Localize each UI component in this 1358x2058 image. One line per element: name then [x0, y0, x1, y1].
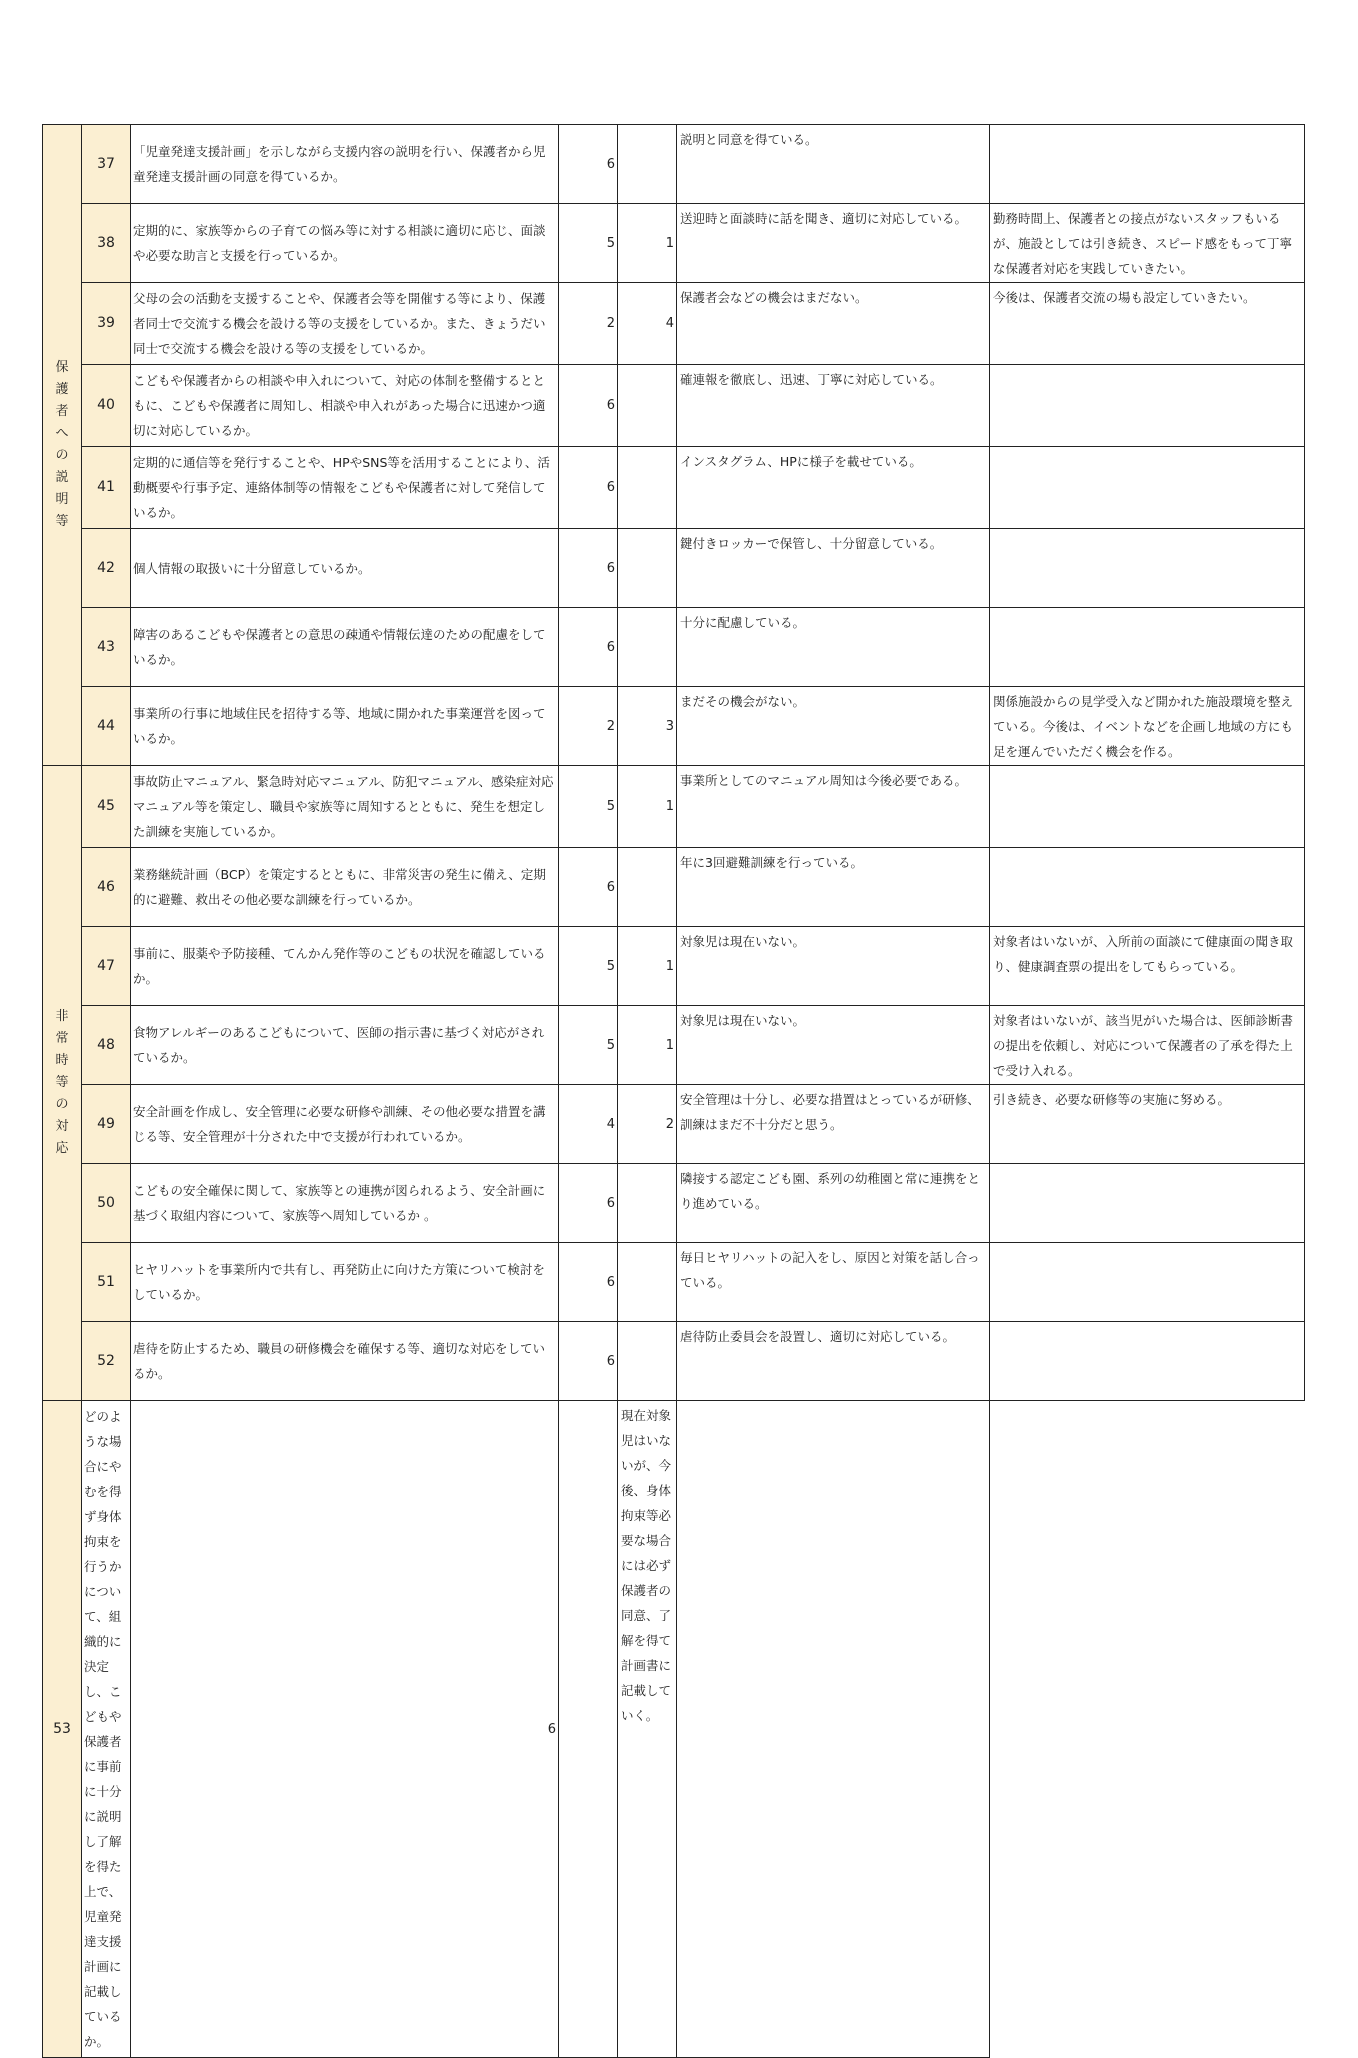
- status-comment: 隣接する認定こども園、系列の幼稚園と常に連携をとり進めている。: [677, 1164, 990, 1243]
- no-count: [618, 1243, 677, 1322]
- question-text: 安全計画を作成し、安全管理に必要な研修や訓練、その他必要な措置を講じる等、安全管理が十分された中で支援が行われているか。: [131, 1085, 559, 1164]
- question-text: ヒヤリハットを事業所内で共有し、再発防止に向けた方策について検討をしているか。: [131, 1243, 559, 1322]
- yes-count: 2: [559, 283, 618, 365]
- status-comment: まだその機会がない。: [677, 687, 990, 766]
- category-char: 保: [55, 360, 69, 375]
- yes-count: 6: [559, 125, 618, 204]
- item-number: 48: [82, 1006, 131, 1085]
- category-cell: [43, 125, 82, 766]
- table-row: [43, 766, 1305, 848]
- category-char: 応: [55, 1141, 69, 1156]
- category-char: 護: [55, 382, 69, 397]
- status-comment: 安全管理は十分し、必要な措置はとっているが研修、訓練はまだ不十分だと思う。: [677, 1085, 990, 1164]
- question-text: 事前に、服薬や予防接種、てんかん発作等のこどもの状況を確認しているか。: [131, 927, 559, 1006]
- category-char: へ: [55, 426, 69, 441]
- no-count: [559, 1401, 618, 2058]
- status-comment: 現在対象児はいないが、今後、身体拘束等必要な場合には必ず保護者の同意、了解を得て計画書に記載していく。: [618, 1401, 677, 2058]
- no-count: [618, 529, 677, 608]
- table-body: [43, 125, 1305, 2058]
- item-number: 52: [82, 1322, 131, 1401]
- table-row: [43, 608, 1305, 687]
- improvement-plan: 引き続き、必要な研修等の実施に努める。: [990, 1085, 1305, 1164]
- question-text: 定期的に、家族等からの子育ての悩み等に対する相談に適切に応じ、面談や必要な助言と支援を行っているか。: [131, 204, 559, 283]
- status-comment: 送迎時と面談時に話を聞き、適切に対応している。: [677, 204, 990, 283]
- yes-count: 6: [559, 447, 618, 529]
- yes-count: 6: [131, 1401, 559, 2058]
- improvement-plan: [990, 529, 1305, 608]
- status-comment: 確連報を徹底し、迅速、丁寧に対応している。: [677, 365, 990, 447]
- item-number: 47: [82, 927, 131, 1006]
- yes-count: 2: [559, 687, 618, 766]
- no-count: 1: [618, 1006, 677, 1085]
- item-number: 46: [82, 848, 131, 927]
- improvement-plan: [990, 848, 1305, 927]
- no-count: 1: [618, 766, 677, 848]
- table-row: [43, 1085, 1305, 1164]
- category-char: の: [55, 1097, 69, 1112]
- no-count: [618, 125, 677, 204]
- table-row: [43, 1006, 1305, 1085]
- question-text: 食物アレルギーのあるこどもについて、医師の指示書に基づく対応がされているか。: [131, 1006, 559, 1085]
- category-cell: [43, 766, 82, 1401]
- question-text: 障害のあるこどもや保護者との意思の疎通や情報伝達のための配慮をしているか。: [131, 608, 559, 687]
- question-text: こどもや保護者からの相談や申入れについて、対応の体制を整備するとともに、こどもや保護者に周知し、相談や申入れがあった場合に迅速かつ適切に対応しているか。: [131, 365, 559, 447]
- improvement-plan: 今後は、保護者交流の場も設定していきたい。: [990, 283, 1305, 365]
- improvement-plan: [990, 766, 1305, 848]
- status-comment: 説明と同意を得ている。: [677, 125, 990, 204]
- no-count: 2: [618, 1085, 677, 1164]
- improvement-plan: [990, 608, 1305, 687]
- question-text: 事故防止マニュアル、緊急時対応マニュアル、防犯マニュアル、感染症対応マニュアル等を策定し、職員や家族等に周知するとともに、発生を想定した訓練を実施しているか。: [131, 766, 559, 848]
- category-char: 時: [55, 1053, 69, 1068]
- no-count: 1: [618, 927, 677, 1006]
- question-text: 事業所の行事に地域住民を招待する等、地域に開かれた事業運営を図っているか。: [131, 687, 559, 766]
- status-comment: 対象児は現在いない。: [677, 1006, 990, 1085]
- yes-count: 5: [559, 1006, 618, 1085]
- item-number: 37: [82, 125, 131, 204]
- no-count: [618, 1322, 677, 1401]
- status-comment: 事業所としてのマニュアル周知は今後必要である。: [677, 766, 990, 848]
- status-comment: 虐待防止委員会を設置し、適切に対応している。: [677, 1322, 990, 1401]
- improvement-plan: [990, 125, 1305, 204]
- improvement-plan: 勤務時間上、保護者との接点がないスタッフもいるが、施設としては引き続き、スピード感をもって丁寧な保護者対応を実践していきたい。: [990, 204, 1305, 283]
- yes-count: 5: [559, 927, 618, 1006]
- improvement-plan: [677, 1401, 990, 2058]
- improvement-plan: 対象者はいないが、該当児がいた場合は、医師診断書の提出を依頼し、対応について保護者の了承を得た上で受け入れる。: [990, 1006, 1305, 1085]
- yes-count: 6: [559, 1164, 618, 1243]
- item-number: 38: [82, 204, 131, 283]
- item-number: 45: [82, 766, 131, 848]
- item-number: 42: [82, 529, 131, 608]
- no-count: [618, 365, 677, 447]
- yes-count: 4: [559, 1085, 618, 1164]
- table-row: [43, 529, 1305, 608]
- question-text: こどもの安全確保に関して、家族等との連携が図られるよう、安全計画に基づく取組内容について、家族等へ周知しているか 。: [131, 1164, 559, 1243]
- category-char: 対: [55, 1119, 69, 1134]
- question-text: 業務継続計画（BCP）を策定するとともに、非常災害の発生に備え、定期的に避難、救出その他必要な訓練を行っているか。: [131, 848, 559, 927]
- category-char: 明: [55, 492, 69, 507]
- item-number: 43: [82, 608, 131, 687]
- status-comment: インスタグラム、HPに様子を載せている。: [677, 447, 990, 529]
- yes-count: 6: [559, 1322, 618, 1401]
- item-number: 50: [82, 1164, 131, 1243]
- improvement-plan: [990, 447, 1305, 529]
- yes-count: 6: [559, 1243, 618, 1322]
- yes-count: 5: [559, 204, 618, 283]
- category-char: 者: [55, 404, 69, 419]
- category-char: 等: [55, 1075, 69, 1090]
- table-row: [43, 1243, 1305, 1322]
- table-row: [43, 1401, 1305, 2058]
- question-text: どのような場合にやむを得ず身体拘束を行うかについて、組織的に決定し、こどもや保護者に事前に十分に説明し了解を得た上で、児童発達支援計画に記載しているか。: [82, 1401, 131, 2058]
- category-char: の: [55, 448, 69, 463]
- item-number: 41: [82, 447, 131, 529]
- table-row: [43, 447, 1305, 529]
- status-comment: 年に3回避難訓練を行っている。: [677, 848, 990, 927]
- status-comment: 毎日ヒヤリハットの記入をし、原因と対策を話し合っている。: [677, 1243, 990, 1322]
- table-row: [43, 125, 1305, 204]
- yes-count: 6: [559, 529, 618, 608]
- yes-count: 6: [559, 848, 618, 927]
- item-number: 53: [43, 1401, 82, 2058]
- improvement-plan: 対象者はいないが、入所前の面談にて健康面の聞き取り、健康調査票の提出をしてもらっている。: [990, 927, 1305, 1006]
- question-text: 父母の会の活動を支援することや、保護者会等を開催する等により、保護者同士で交流する機会を設ける等の支援をしているか。また、きょうだい同士で交流する機会を設ける等の支援をしているか。: [131, 283, 559, 365]
- evaluation-table: [42, 124, 1305, 2058]
- yes-count: 5: [559, 766, 618, 848]
- improvement-plan: 関係施設からの見学受入など開かれた施設環境を整えている。今後は、イベントなどを企画し地域の方にも足を運んでいただく機会を作る。: [990, 687, 1305, 766]
- status-comment: 保護者会などの機会はまだない。: [677, 283, 990, 365]
- table-row: [43, 927, 1305, 1006]
- status-comment: 鍵付きロッカーで保管し、十分留意している。: [677, 529, 990, 608]
- table-row: [43, 687, 1305, 766]
- no-count: 4: [618, 283, 677, 365]
- no-count: 1: [618, 204, 677, 283]
- question-text: 虐待を防止するため、職員の研修機会を確保する等、適切な対応をしているか。: [131, 1322, 559, 1401]
- yes-count: 6: [559, 608, 618, 687]
- item-number: 40: [82, 365, 131, 447]
- category-char: 非: [55, 1009, 69, 1024]
- table-row: [43, 1164, 1305, 1243]
- item-number: 44: [82, 687, 131, 766]
- question-text: 個人情報の取扱いに十分留意しているか。: [131, 529, 559, 608]
- no-count: [618, 848, 677, 927]
- category-char: 説: [55, 470, 69, 485]
- status-comment: 十分に配慮している。: [677, 608, 990, 687]
- table-row: [43, 283, 1305, 365]
- improvement-plan: [990, 365, 1305, 447]
- improvement-plan: [990, 1243, 1305, 1322]
- table-row: [43, 848, 1305, 927]
- table-row: [43, 365, 1305, 447]
- question-text: 定期的に通信等を発行することや、HPやSNS等を活用することにより、活動概要や行事予定、連絡体制等の情報をこどもや保護者に対して発信しているか。: [131, 447, 559, 529]
- category-char: 等: [55, 514, 69, 529]
- item-number: 39: [82, 283, 131, 365]
- improvement-plan: [990, 1322, 1305, 1401]
- no-count: [618, 447, 677, 529]
- item-number: 51: [82, 1243, 131, 1322]
- category-char: 常: [55, 1031, 69, 1046]
- yes-count: 6: [559, 365, 618, 447]
- no-count: [618, 1164, 677, 1243]
- table-row: [43, 1322, 1305, 1401]
- no-count: 3: [618, 687, 677, 766]
- item-number: 49: [82, 1085, 131, 1164]
- no-count: [618, 608, 677, 687]
- status-comment: 対象児は現在いない。: [677, 927, 990, 1006]
- table-row: [43, 204, 1305, 283]
- question-text: 「児童発達支援計画」を示しながら支援内容の説明を行い、保護者から児童発達支援計画の同意を得ているか。: [131, 125, 559, 204]
- improvement-plan: [990, 1164, 1305, 1243]
